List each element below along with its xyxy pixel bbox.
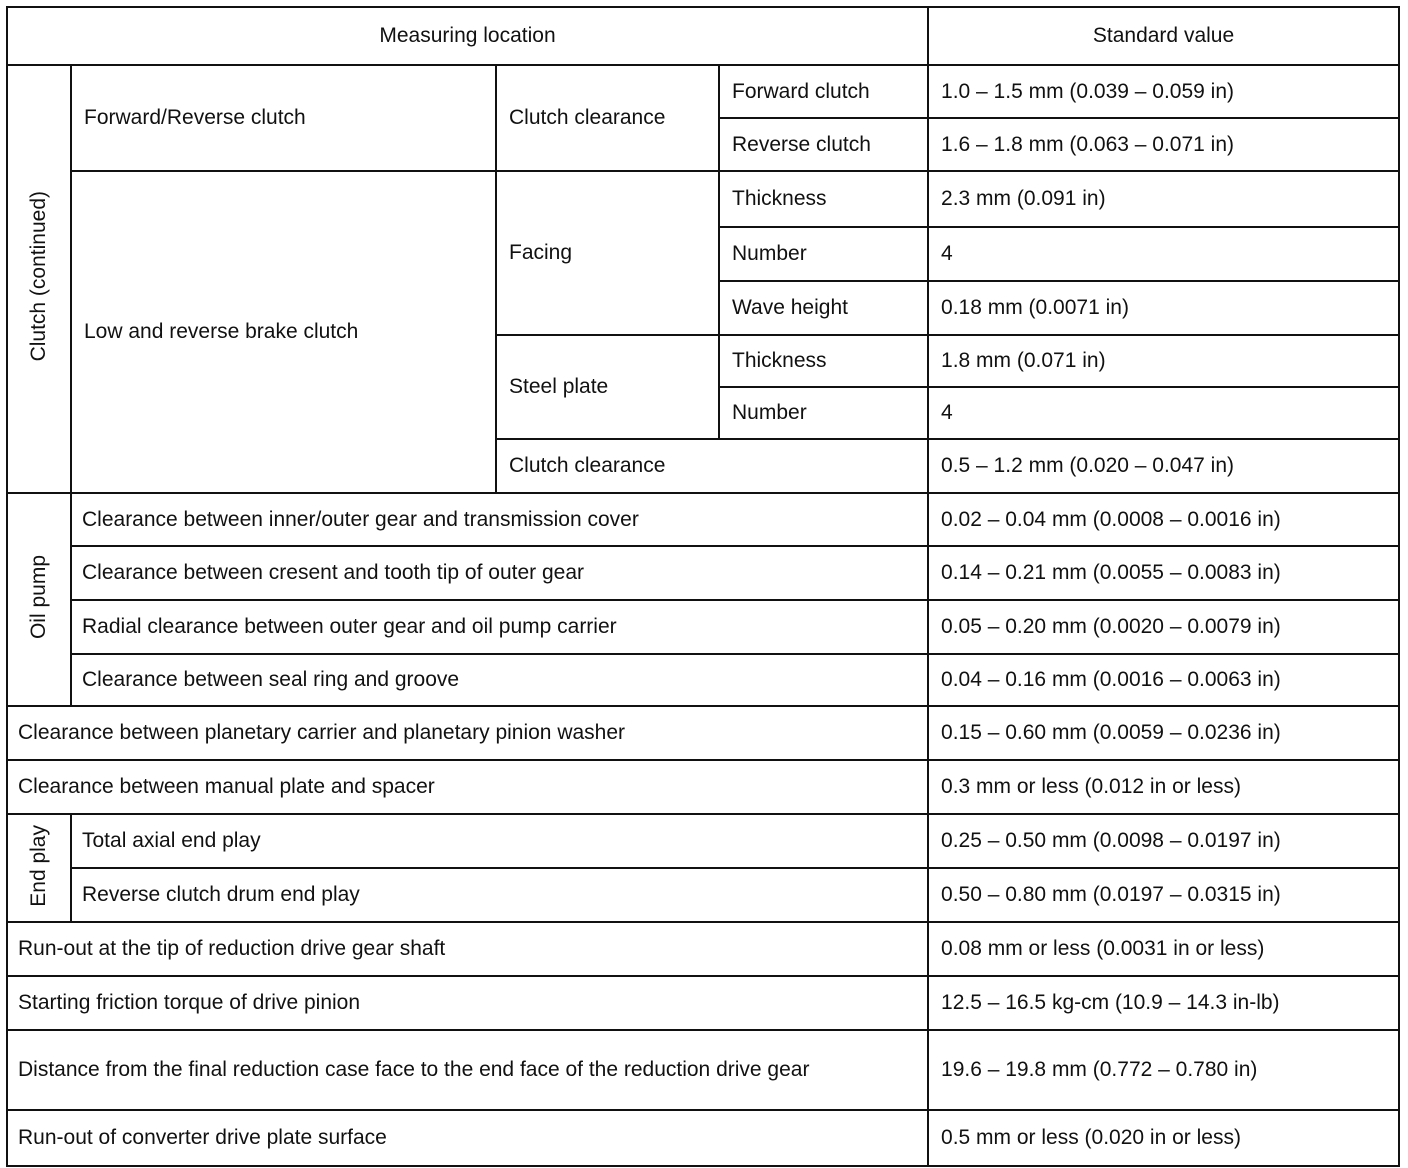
table-row — [7, 868, 1399, 922]
header-location: Measuring location — [7, 7, 928, 65]
friction-label: Starting friction torque of drive pinion — [7, 976, 928, 1030]
end-play-value: 0.50 – 0.80 mm (0.0197 – 0.0315 in) — [928, 868, 1399, 922]
header-row — [7, 7, 1399, 65]
facing-number-label: Number — [719, 227, 928, 281]
end-play-label: Total axial end play — [71, 814, 928, 868]
table-row — [7, 1110, 1399, 1166]
runout-gear-value: 0.08 mm or less (0.0031 in or less) — [928, 922, 1399, 976]
table-row — [7, 814, 1399, 868]
distance-value: 19.6 – 19.8 mm (0.772 – 0.780 in) — [928, 1030, 1399, 1110]
facing-thickness-label: Thickness — [719, 171, 928, 227]
oil-pump-group-label: Oil pump — [7, 493, 71, 706]
distance-label: Distance from the final reduction case face to the end face of the reduction drive gear — [7, 1030, 928, 1110]
table-row — [7, 493, 1399, 546]
clutch-group-label: Clutch (continued) — [7, 65, 71, 493]
runout-gear-label: Run-out at the tip of reduction drive gear shaft — [7, 922, 928, 976]
table-row — [7, 65, 1399, 118]
manual-plate-value: 0.3 mm or less (0.012 in or less) — [928, 760, 1399, 814]
manual-plate-label: Clearance between manual plate and spacer — [7, 760, 928, 814]
planetary-label: Clearance between planetary carrier and planetary pinion washer — [7, 706, 928, 760]
steel-number-value: 4 — [928, 387, 1399, 439]
oil-pump-label: Clearance between cresent and tooth tip of outer gear — [71, 546, 928, 600]
steel-thickness-label: Thickness — [719, 335, 928, 387]
forward-clutch-value: 1.0 – 1.5 mm (0.039 – 0.059 in) — [928, 65, 1399, 118]
end-play-label: Reverse clutch drum end play — [71, 868, 928, 922]
oil-pump-label: Radial clearance between outer gear and oil pump carrier — [71, 600, 928, 654]
low-reverse-label: Low and reverse brake clutch — [71, 171, 496, 493]
runout-plate-label: Run-out of converter drive plate surface — [7, 1110, 928, 1166]
lr-clutch-clearance-label: Clutch clearance — [496, 439, 928, 493]
facing-number-value: 4 — [928, 227, 1399, 281]
table-row — [7, 976, 1399, 1030]
table-row — [7, 922, 1399, 976]
end-play-group-label: End play — [7, 814, 71, 922]
friction-value: 12.5 – 16.5 kg-cm (10.9 – 14.3 in-lb) — [928, 976, 1399, 1030]
facing-thickness-value: 2.3 mm (0.091 in) — [928, 171, 1399, 227]
table-row — [7, 171, 1399, 227]
steel-plate-label: Steel plate — [496, 335, 719, 439]
oil-pump-value: 0.02 – 0.04 mm (0.0008 – 0.0016 in) — [928, 493, 1399, 546]
oil-pump-label: Clearance between seal ring and groove — [71, 654, 928, 706]
wave-height-value: 0.18 mm (0.0071 in) — [928, 281, 1399, 335]
table-row — [7, 760, 1399, 814]
oil-pump-label: Clearance between inner/outer gear and transmission cover — [71, 493, 928, 546]
forward-clutch-label: Forward clutch — [719, 65, 928, 118]
table-row — [7, 706, 1399, 760]
planetary-value: 0.15 – 0.60 mm (0.0059 – 0.0236 in) — [928, 706, 1399, 760]
lr-clutch-clearance-value: 0.5 – 1.2 mm (0.020 – 0.047 in) — [928, 439, 1399, 493]
steel-number-label: Number — [719, 387, 928, 439]
table-row — [7, 654, 1399, 706]
header-value: Standard value — [928, 7, 1399, 65]
table-row — [7, 1030, 1399, 1110]
steel-thickness-value: 1.8 mm (0.071 in) — [928, 335, 1399, 387]
facing-label: Facing — [496, 171, 719, 335]
oil-pump-value: 0.14 – 0.21 mm (0.0055 – 0.0083 in) — [928, 546, 1399, 600]
spec-table — [6, 6, 1400, 1167]
reverse-clutch-label: Reverse clutch — [719, 118, 928, 171]
table-row — [7, 546, 1399, 600]
reverse-clutch-value: 1.6 – 1.8 mm (0.063 – 0.071 in) — [928, 118, 1399, 171]
end-play-value: 0.25 – 0.50 mm (0.0098 – 0.0197 in) — [928, 814, 1399, 868]
oil-pump-value: 0.04 – 0.16 mm (0.0016 – 0.0063 in) — [928, 654, 1399, 706]
runout-plate-value: 0.5 mm or less (0.020 in or less) — [928, 1110, 1399, 1166]
fr-clutch-label: Forward/Reverse clutch — [71, 65, 496, 171]
oil-pump-value: 0.05 – 0.20 mm (0.0020 – 0.0079 in) — [928, 600, 1399, 654]
wave-height-label: Wave height — [719, 281, 928, 335]
clutch-clearance-label: Clutch clearance — [496, 65, 719, 171]
table-row — [7, 600, 1399, 654]
